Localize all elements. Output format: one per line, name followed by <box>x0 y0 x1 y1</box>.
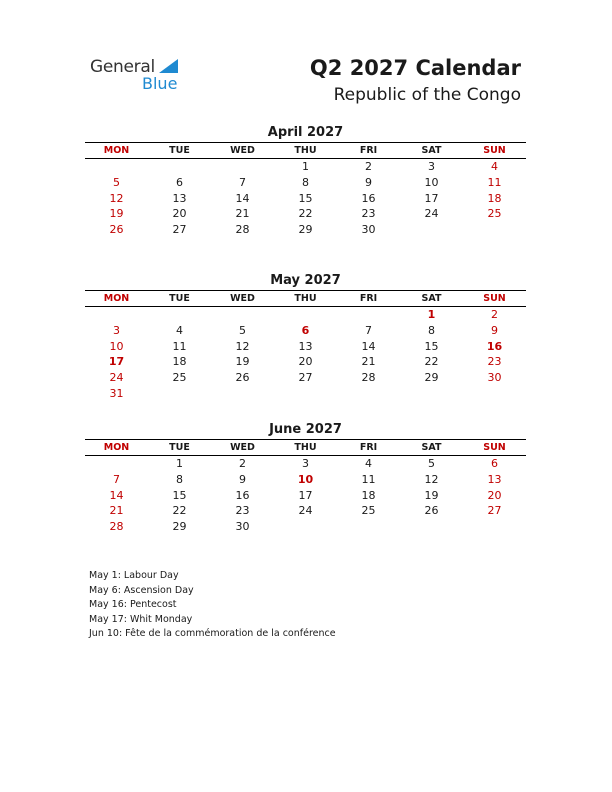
day-cell: 21 <box>235 207 250 221</box>
generalblue-logo <box>90 57 200 97</box>
weekday-label: THU <box>294 442 317 453</box>
week-row <box>85 370 526 386</box>
day-cell <box>148 307 211 323</box>
day-cell: 3 <box>428 160 435 173</box>
day-cell: 1 <box>427 308 436 321</box>
day-cell: 6 <box>491 457 498 470</box>
day-cell <box>337 307 400 323</box>
logo-word-general: General <box>90 57 155 77</box>
day-cell: 30 <box>235 520 250 534</box>
day-cell <box>463 519 526 535</box>
day-cell: 10 <box>424 175 439 189</box>
day-cell: 29 <box>172 520 187 534</box>
day-cell: 2 <box>365 160 372 173</box>
day-cell: 4 <box>491 160 498 173</box>
day-cell: 17 <box>108 355 125 369</box>
day-cell: 1 <box>302 160 309 173</box>
day-cell: 27 <box>487 504 502 518</box>
day-cell: 24 <box>109 371 124 385</box>
weekday-header-row <box>85 142 526 159</box>
holiday-item: Jun 10: Fête de la commémoration de la conférence <box>89 628 336 640</box>
weekday-label: THU <box>294 293 317 304</box>
day-cell: 16 <box>235 488 250 502</box>
day-cell: 8 <box>302 175 309 189</box>
day-cell: 12 <box>109 191 124 205</box>
day-cell: 3 <box>113 323 120 337</box>
weekday-label: WED <box>230 293 255 304</box>
day-cell: 9 <box>491 323 498 337</box>
day-cell: 28 <box>235 223 250 237</box>
day-cell: 25 <box>487 207 502 221</box>
weekday-label: WED <box>230 442 255 453</box>
week-row <box>85 206 526 222</box>
weekday-label: FRI <box>359 442 378 453</box>
week-row <box>85 488 526 504</box>
weekday-label: MON <box>103 145 130 156</box>
weekday-label: WED <box>230 145 255 156</box>
holiday-item: May 16: Pentecost <box>89 599 177 611</box>
day-cell <box>400 386 463 402</box>
day-cell: 5 <box>239 323 246 337</box>
day-cell <box>274 307 337 323</box>
week-row <box>85 175 526 191</box>
week-row <box>85 191 526 207</box>
weekday-label: TUE <box>169 145 190 156</box>
day-cell <box>274 519 337 535</box>
day-cell: 14 <box>361 339 376 353</box>
day-cell: 12 <box>424 472 439 486</box>
day-cell: 15 <box>424 339 439 353</box>
day-cell: 2 <box>239 457 246 470</box>
day-cell: 25 <box>361 504 376 518</box>
day-cell: 19 <box>109 207 124 221</box>
day-cell: 7 <box>113 472 120 486</box>
week-row <box>85 307 526 323</box>
day-cell <box>400 519 463 535</box>
day-cell: 23 <box>235 504 250 518</box>
day-cell <box>85 159 148 175</box>
week-row <box>85 386 526 402</box>
weekday-label: SAT <box>421 293 442 304</box>
day-cell: 23 <box>487 355 502 369</box>
day-cell <box>85 307 148 323</box>
day-cell: 13 <box>487 472 502 486</box>
holiday-item: May 1: Labour Day <box>89 570 179 581</box>
day-cell: 4 <box>365 457 372 470</box>
day-cell <box>211 307 274 323</box>
month-block <box>85 272 526 402</box>
week-row <box>85 456 526 472</box>
day-cell: 14 <box>109 488 124 502</box>
weekday-label: TUE <box>169 442 190 453</box>
day-cell: 11 <box>361 472 376 486</box>
day-cell: 19 <box>235 355 250 369</box>
day-cell: 10 <box>297 472 314 486</box>
day-cell: 10 <box>109 339 124 353</box>
day-cell: 18 <box>172 355 187 369</box>
day-cell: 3 <box>302 457 309 470</box>
day-cell <box>148 159 211 175</box>
day-cell: 15 <box>298 191 313 205</box>
week-row <box>85 503 526 519</box>
day-cell: 22 <box>172 504 187 518</box>
day-cell <box>337 386 400 402</box>
week-row <box>85 323 526 339</box>
day-cell: 17 <box>298 488 313 502</box>
day-cell: 16 <box>486 339 503 353</box>
day-cell: 7 <box>365 323 372 337</box>
day-cell: 13 <box>298 339 313 353</box>
day-cell: 26 <box>235 371 250 385</box>
day-cell: 15 <box>172 488 187 502</box>
week-row <box>85 354 526 370</box>
holiday-item: May 17: Whit Monday <box>89 613 193 625</box>
weekday-label: SUN <box>483 442 506 453</box>
day-cell: 4 <box>176 323 183 337</box>
page-title: Q2 2027 Calendar <box>309 56 521 80</box>
day-cell: 20 <box>172 207 187 221</box>
month-title: April 2027 <box>267 125 344 140</box>
day-cell: 24 <box>298 504 313 518</box>
day-cell: 5 <box>113 175 120 189</box>
day-cell: 8 <box>176 472 183 486</box>
weekday-label: MON <box>103 442 130 453</box>
day-cell: 8 <box>428 323 435 337</box>
day-cell: 29 <box>298 223 313 237</box>
month-title: June 2027 <box>269 422 342 437</box>
page-subtitle: Republic of the Congo <box>333 85 521 105</box>
day-cell: 14 <box>235 191 250 205</box>
day-cell: 18 <box>361 488 376 502</box>
weekday-label: TUE <box>169 293 190 304</box>
day-cell: 22 <box>424 355 439 369</box>
logo-word-blue: Blue <box>142 74 178 93</box>
week-row <box>85 222 526 238</box>
weekday-label: FRI <box>359 293 378 304</box>
holiday-item: May 6: Ascension Day <box>89 584 194 596</box>
day-cell: 9 <box>239 472 246 486</box>
day-cell: 18 <box>487 191 502 205</box>
day-cell: 2 <box>491 308 498 321</box>
month-block <box>85 124 526 238</box>
weekday-header-row <box>85 290 526 307</box>
day-cell: 28 <box>361 371 376 385</box>
week-row <box>85 339 526 355</box>
week-row <box>85 472 526 488</box>
day-cell <box>463 386 526 402</box>
day-cell: 11 <box>487 175 502 189</box>
day-cell: 27 <box>298 371 313 385</box>
day-cell: 11 <box>172 339 187 353</box>
week-row <box>85 519 526 535</box>
day-cell: 24 <box>424 207 439 221</box>
day-cell: 28 <box>109 520 124 534</box>
day-cell: 12 <box>235 339 250 353</box>
day-cell: 6 <box>176 175 183 189</box>
day-cell: 30 <box>361 223 376 237</box>
weekday-label: THU <box>294 145 317 156</box>
day-cell: 6 <box>301 323 310 337</box>
day-cell: 26 <box>424 504 439 518</box>
day-cell: 31 <box>109 386 124 400</box>
day-cell: 21 <box>109 504 124 518</box>
day-cell: 30 <box>487 371 502 385</box>
holiday-list <box>89 569 529 642</box>
day-cell <box>148 386 211 402</box>
day-cell: 20 <box>487 488 502 502</box>
day-cell: 19 <box>424 488 439 502</box>
day-cell <box>211 386 274 402</box>
day-cell <box>337 519 400 535</box>
day-cell: 1 <box>176 457 183 470</box>
day-cell <box>274 386 337 402</box>
logo-triangle-icon <box>159 59 178 73</box>
day-cell: 9 <box>365 175 372 189</box>
weekday-label: MON <box>103 293 130 304</box>
day-cell: 13 <box>172 191 187 205</box>
weekday-label: SUN <box>483 145 506 156</box>
weekday-label: SAT <box>421 442 442 453</box>
month-block <box>85 421 526 535</box>
weekday-label: FRI <box>359 145 378 156</box>
weekday-header-row <box>85 439 526 456</box>
day-cell: 23 <box>361 207 376 221</box>
day-cell: 21 <box>361 355 376 369</box>
day-cell: 5 <box>428 457 435 470</box>
day-cell <box>85 456 148 472</box>
day-cell: 20 <box>298 355 313 369</box>
month-title: May 2027 <box>270 273 341 288</box>
day-cell <box>211 159 274 175</box>
day-cell: 16 <box>361 191 376 205</box>
weekday-label: SUN <box>483 293 506 304</box>
day-cell: 17 <box>424 191 439 205</box>
day-cell <box>400 222 463 238</box>
day-cell: 25 <box>172 371 187 385</box>
week-row <box>85 159 526 175</box>
day-cell: 22 <box>298 207 313 221</box>
day-cell <box>463 222 526 238</box>
day-cell: 29 <box>424 371 439 385</box>
day-cell: 7 <box>239 175 246 189</box>
weekday-label: SAT <box>421 145 442 156</box>
day-cell: 26 <box>109 223 124 237</box>
day-cell: 27 <box>172 223 187 237</box>
